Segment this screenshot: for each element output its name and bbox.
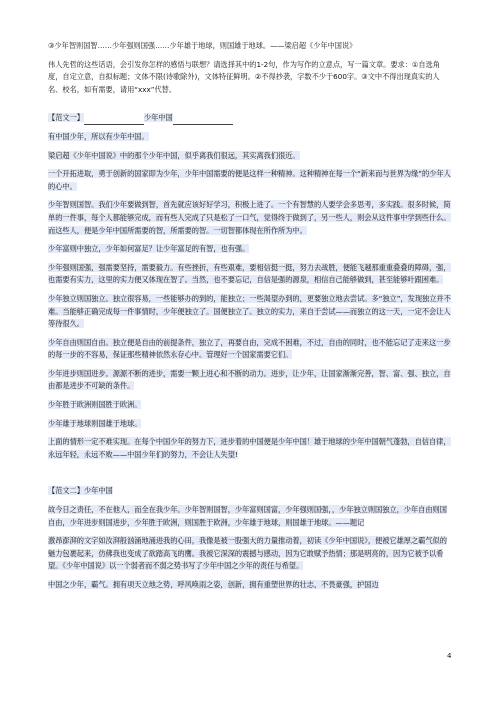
quote-line: ③少年智则国智……少年强则国强……少年雄于地球，则国雄于地球。——梁启超《少年中国说》: [48, 41, 357, 50]
essay1-paragraph: 少年强则国强，强需要坚持，需要毅力。有些挫折，有些艰难，要相信挺一挺，努力去战胜，便能飞越那重重叠叠的障碍，强，也需要有实力，这里的实力便又体现在智了。当然，也不要忘记，自信是强的源泉，相信自己能够做到，甚至能够叶跟困难。: [48, 262, 451, 285]
title-underline-left: [84, 115, 144, 125]
essay1-paragraph: 少年胜于欧洲则国胜于欧洲。: [48, 400, 142, 410]
title-underline-right: [173, 115, 233, 125]
essay1-label: 【范文一】: [48, 113, 84, 123]
page-number: 4: [447, 652, 452, 660]
essay1-paragraph: 少年富则中独立，少年如何富足？让少年富足的有智，也有强。: [48, 244, 250, 254]
essay1-paragraph: 梁启超《少年中国说》中的那个少年中国，似乎离我们很远，其实离我们很近。: [48, 150, 300, 160]
essay2-paragraph: 故今日之责任，不在他人，而全在我少年。少年智则国智，少年富则国富，少年强则国强，，少年独立则国独立，少年自由则国自由，少年进步则国进步，少年胜于欧洲，则国胜于欧洲，少年雄于地球，则国雄于地球。——题记: [48, 505, 447, 527]
essay1-paragraph: 少年独立则国独立。独立很容易，一些能够办的到的，能独立；一些渴望办到的，更要独立地去尝试。多“独立”，发现独立并不难。当能够正确完成每一件事情时，少年便独立了。国便独立了。独立的实力，来自于尝试——而独立的这一天，一定不会让人等待很久。: [48, 293, 451, 329]
document-content: [48, 40, 452, 598]
writing-prompt: 伟人先哲的这些话语，会引发你怎样的感悟与联想？请选择其中的1-2句，作为写作的立意点，写一篇文章。要求：①自选角度，自定立意，自拟标题；文体不限(诗歌除外)，文体特征鲜明。②不得抄袭，字数不少于600字。③文中不得出现真实的人名、校名，如有需要，请用“xxx”代替。: [48, 59, 440, 94]
essay1-heading: [48, 112, 452, 125]
essay1-paragraph: 有中国少年，所以有少年中国。: [48, 131, 149, 141]
essay1-paragraph: 少年智则国智。我们少年要做到智，首先就应该好好学习，积极上进了。一个有智慧的人要学会多思考，多实践。很多时候，简单的一件事，每个人都能够完成，而有些人完成了只是松了一口气，觉得终于做到了，另一些人，则会从这件事中学到些什么。而这些人，便是少年中国所需要的智，所需要的智。一切智都体现在所作所为中。: [48, 200, 451, 235]
essay1-paragraph: 一个开拓进取，勇于创新的国家即为少年，少年中国需要的便是这样一种精神。这种精神在每一个“新来而与世界为缘”的少年人的心中。: [48, 169, 451, 191]
essay1-paragraph: 少年雄于地球则国雄于地球。: [48, 418, 142, 428]
essay2-paragraph: 激昂澎湃的文字如汝湃般汹涌地涌进我的心田，我像是被一股强大的力量推动着，初读《少年中国说》，便被它雄厚之霸气似的魅力包裹起来，仿佛我也变成了欲踏高飞的鹰。我被它深深的震撼与感动，因为它敢赋予热情；那是明亮的，因为它被予以希望。《少年中国说》以一个弱者而不弱之势书写了少年中国之少年的责任与希望。: [48, 536, 447, 571]
essay2-heading: 【范文二】少年中国: [48, 486, 113, 496]
essay2-paragraph: 中国之少年，霸气。拥有项天立地之势，呼风唤雨之姿，创新，拥有重塑世界的壮志，不畏豪强，护国边: [48, 580, 379, 589]
section-gap: [48, 467, 452, 485]
essay1-paragraph: 少年进步则国进步。源源不断的进步，需要一颗上进心和不断的动力。进步，让少年，让国家渐渐完善，智、富、强、独立，自由都是进步不可缺的条件。: [48, 368, 451, 391]
essay1-paragraph: 少年自由则国自由。独立便是自由的前提条件，独立了，再要自由，完成不困难，不过，自由的同时，也不能忘记了走来这一步的每一步的不容易，保证那些精神依然永存心中。管理好一个国家需要它们。: [48, 337, 451, 360]
essay1-paragraph: 上面的情形一定不难实现。在每个中国少年的努力下，进步着的中国便是少年中国！雄于地球的少年中国朝气蓬勃，自信自律，永远年轻，永远不败——中国少年们的努力，不会让人失望!: [48, 437, 451, 459]
essay1-title: 少年中国: [143, 113, 173, 123]
